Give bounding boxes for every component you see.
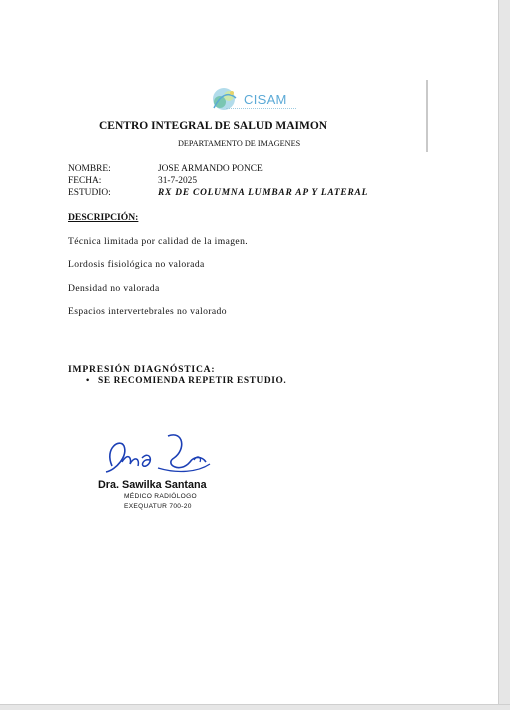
signer-name: Dra. Sawilka Santana bbox=[98, 479, 207, 491]
name-label: NOMBRE: bbox=[68, 164, 111, 174]
handwritten-signature bbox=[98, 428, 216, 480]
department-subtitle: DEPARTAMENTO DE IMAGENES bbox=[178, 139, 301, 148]
impression-heading: IMPRESIÓN DIAGNÓSTICA: bbox=[68, 364, 216, 375]
logo-text: CISAM bbox=[244, 92, 287, 107]
name-value: JOSE ARMANDO PONCE bbox=[158, 164, 263, 174]
page-bottom-edge bbox=[0, 704, 510, 710]
institution-title: CENTRO INTEGRAL DE SALUD MAIMON bbox=[99, 120, 328, 132]
study-label: ESTUDIO: bbox=[68, 188, 111, 198]
description-line: Técnica limitada por calidad de la imagen. bbox=[68, 236, 249, 247]
window-scrollbar[interactable] bbox=[498, 0, 510, 709]
description-line: Espacios intervertebrales no valorado bbox=[68, 306, 227, 317]
date-label: FECHA: bbox=[68, 176, 102, 186]
date-value: 31-7-2025 bbox=[158, 176, 198, 186]
impression-item-text: SE RECOMIENDA REPETIR ESTUDIO. bbox=[98, 376, 287, 386]
margin-marker bbox=[426, 80, 428, 152]
impression-item bbox=[86, 376, 286, 386]
description-line: Lordosis fisiológica no valorada bbox=[68, 259, 205, 270]
description-heading: DESCRIPCIÓN: bbox=[68, 212, 139, 223]
study-value: RX DE COLUMNA LUMBAR AP Y LATERAL bbox=[158, 188, 369, 198]
signer-role: MÉDICO RADIÓLOGO bbox=[124, 493, 197, 500]
signer-exequatur: EXEQUATUR 700-20 bbox=[124, 503, 192, 510]
description-line: Densidad no valorada bbox=[68, 283, 160, 294]
logo-divider bbox=[226, 108, 296, 111]
bullet-icon: • bbox=[86, 376, 90, 386]
